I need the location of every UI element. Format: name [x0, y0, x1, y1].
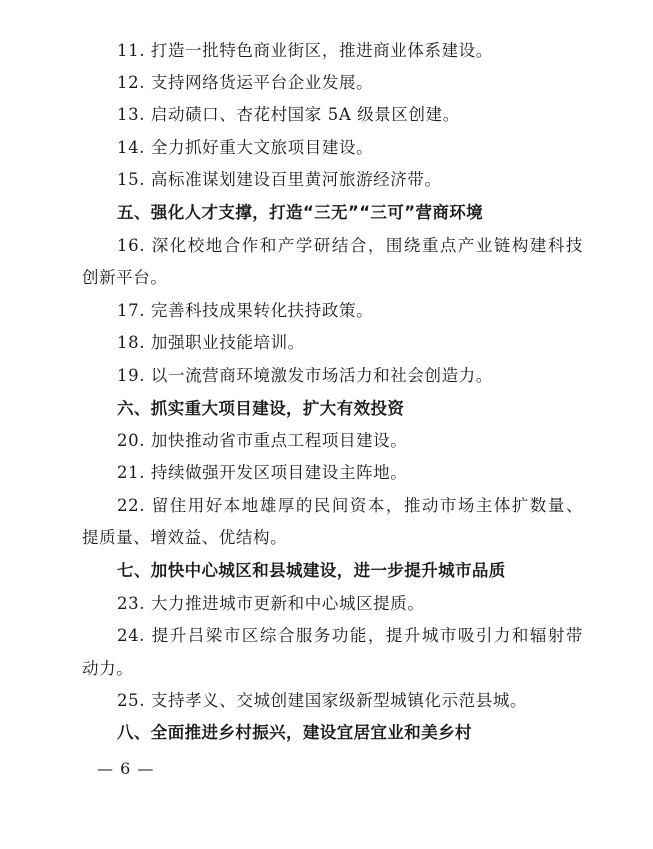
item-12: 12. 支持网络货运平台企业发展。 [117, 73, 374, 92]
item-11: 11. 打造一批特色商业街区，推进商业体系建设。 [117, 41, 493, 60]
section-heading-6: 六、抓实重大项目建设，扩大有效投资 [117, 399, 405, 418]
section-heading-5: 五、强化人才支撑，打造“三无”“三可”营商环境 [117, 203, 484, 222]
item-24-line-2: 动力。 [82, 659, 134, 678]
item-14: 14. 全力抓好重大文旅项目建设。 [117, 138, 374, 157]
page-number: — 6 — [97, 759, 155, 778]
item-25: 25. 支持孝义、交城创建国家级新型城镇化示范县城。 [117, 691, 528, 710]
item-15: 15. 高标准谋划建设百里黄河旅游经济带。 [117, 170, 442, 189]
section-heading-8: 八、全面推进乡村振兴，建设宜居宜业和美乡村 [117, 723, 472, 742]
item-20: 20. 加快推动省市重点工程项目建设。 [117, 431, 408, 450]
section-heading-7: 七、加快中心城区和县城建设，进一步提升城市品质 [117, 561, 506, 580]
item-16-line-2: 创新平台。 [82, 268, 168, 287]
item-22-line-2: 提质量、增效益、优结构。 [82, 528, 288, 547]
item-24-line-1: 24. 提升吕梁市区综合服务功能，提升城市吸引力和辐射带 [117, 626, 583, 645]
item-16-line-1: 16. 深化校地合作和产学研结合，围绕重点产业链构建科技 [117, 236, 583, 255]
item-23: 23. 大力推进城市更新和中心城区提质。 [117, 594, 425, 613]
item-21: 21. 持续做强开发区项目建设主阵地。 [117, 463, 408, 482]
item-22-line-1: 22. 留住用好本地雄厚的民间资本，推动市场主体扩数量、 [117, 496, 583, 515]
item-19: 19. 以一流营商环境激发市场活力和社会创造力。 [117, 366, 493, 385]
item-18: 18. 加强职业技能培训。 [117, 333, 305, 352]
item-13: 13. 启动碛口、杏花村国家 5A 级景区创建。 [117, 105, 460, 124]
item-17: 17. 完善科技成果转化扶持政策。 [117, 301, 374, 320]
